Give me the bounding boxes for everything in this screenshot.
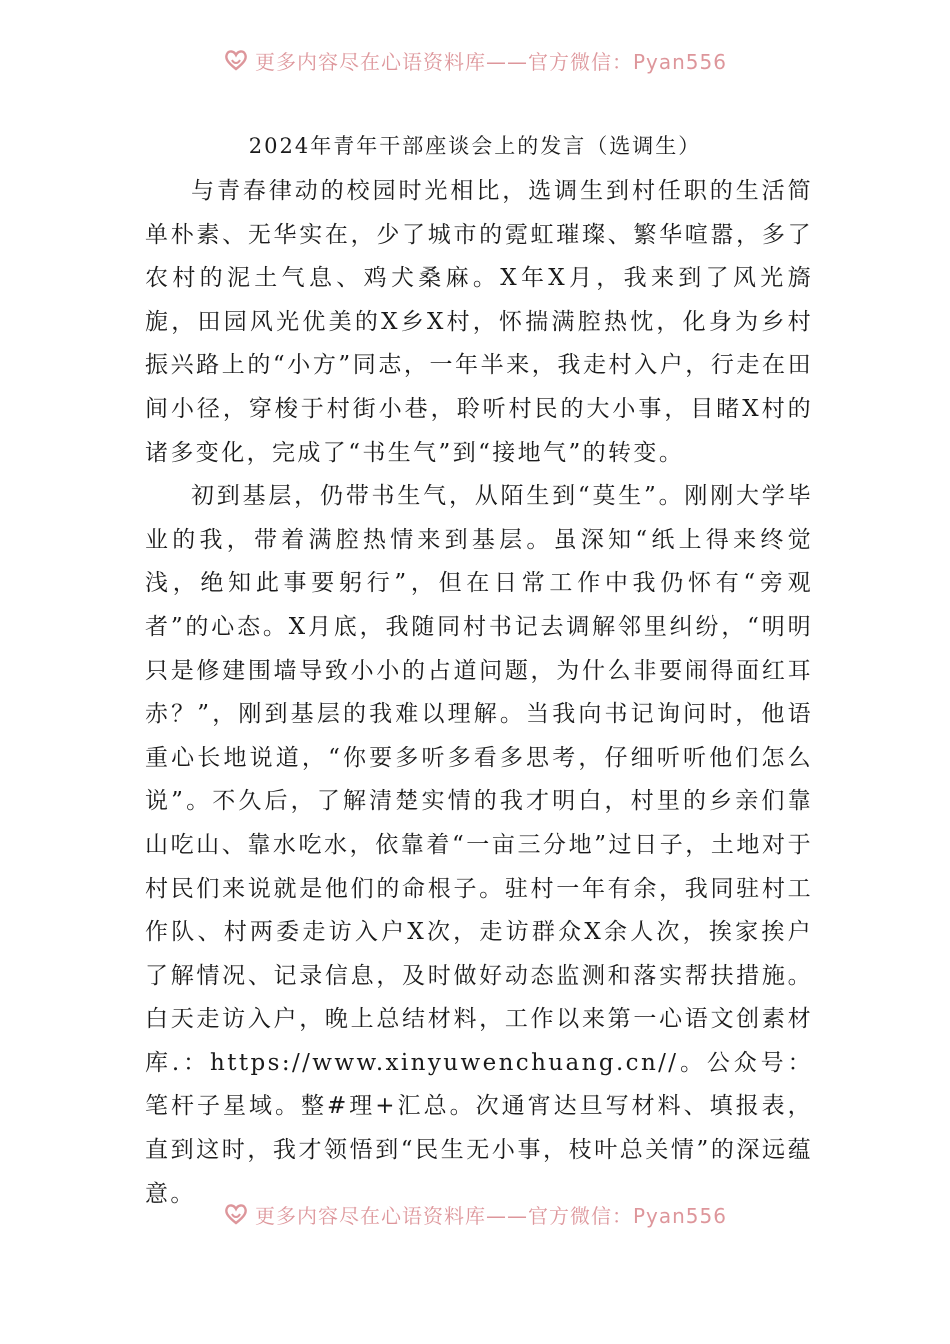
paragraph: 与青春律动的校园时光相比，选调生到村任职的生活简单朴素、无华实在，少了城市的霓虹璀璨、繁华喧嚣，多了农村的泥土气息、鸡犬桑麻。X年X月，我来到了风光旖旎，田园风光优美的X乡X村，怀揣满腔热忱，化身为乡村振兴路上的“小方”同志，一年半来，我走村入户，行走在田间小径，穿梭于村街小巷，聆听村民的大小事，目睹X村的诸多变化，完成了“书生气”到“接地气”的转变。 xyxy=(145,178,813,466)
heart-logo-icon xyxy=(223,1204,249,1226)
heart-logo-icon xyxy=(223,50,249,72)
document-body xyxy=(145,170,813,1216)
watermark-text: 更多内容尽在心语资料库——官方微信：Pyan556 xyxy=(254,50,727,74)
paragraph: 初到基层，仍带书生气，从陌生到“莫生”。刚刚大学毕业的我，带着满腔热情来到基层。虽深知“纸上得来终觉浅，绝知此事要躬行”，但在日常工作中我仍怀有“旁观者”的心态。X月底，我随同村书记去调解邻里纠纷，“明明只是修建围墙导致小小的占道问题，为什么非要闹得面红耳赤？”，刚到基层的我难以理解。当我向书记询问时，他语重心长地说道，“你要多听多看多思考，仔细听听他们怎么说”。不久后，了解清楚实情的我才明白，村里的乡亲们靠山吃山、靠水吃水，依靠着“一亩三分地”过日子，土地对于村民们来说就是他们的命根子。驻村一年有余，我同驻村工作队、村两委走访入户X次，走访群众X余人次，挨家挨户了解情况、记录信息，及时做好动态监测和落实帮扶措施。白天走访入户，晚上总结材料，工作以来第一心语文创素材库.：https://www.xinyuwenchuang.cn//。公众号：笔杆子星域。整#理+汇总。次通宵达旦写材料、填报表，直到这时，我才领悟到“民生无小事，枝叶总关情”的深远蕴意。 xyxy=(145,483,813,1207)
watermark-footer xyxy=(0,1204,950,1244)
document-title: 2024年青年干部座谈会上的发言（选调生） xyxy=(248,134,702,158)
watermark-header xyxy=(0,50,950,90)
watermark-text: 更多内容尽在心语资料库——官方微信：Pyan556 xyxy=(254,1204,727,1228)
